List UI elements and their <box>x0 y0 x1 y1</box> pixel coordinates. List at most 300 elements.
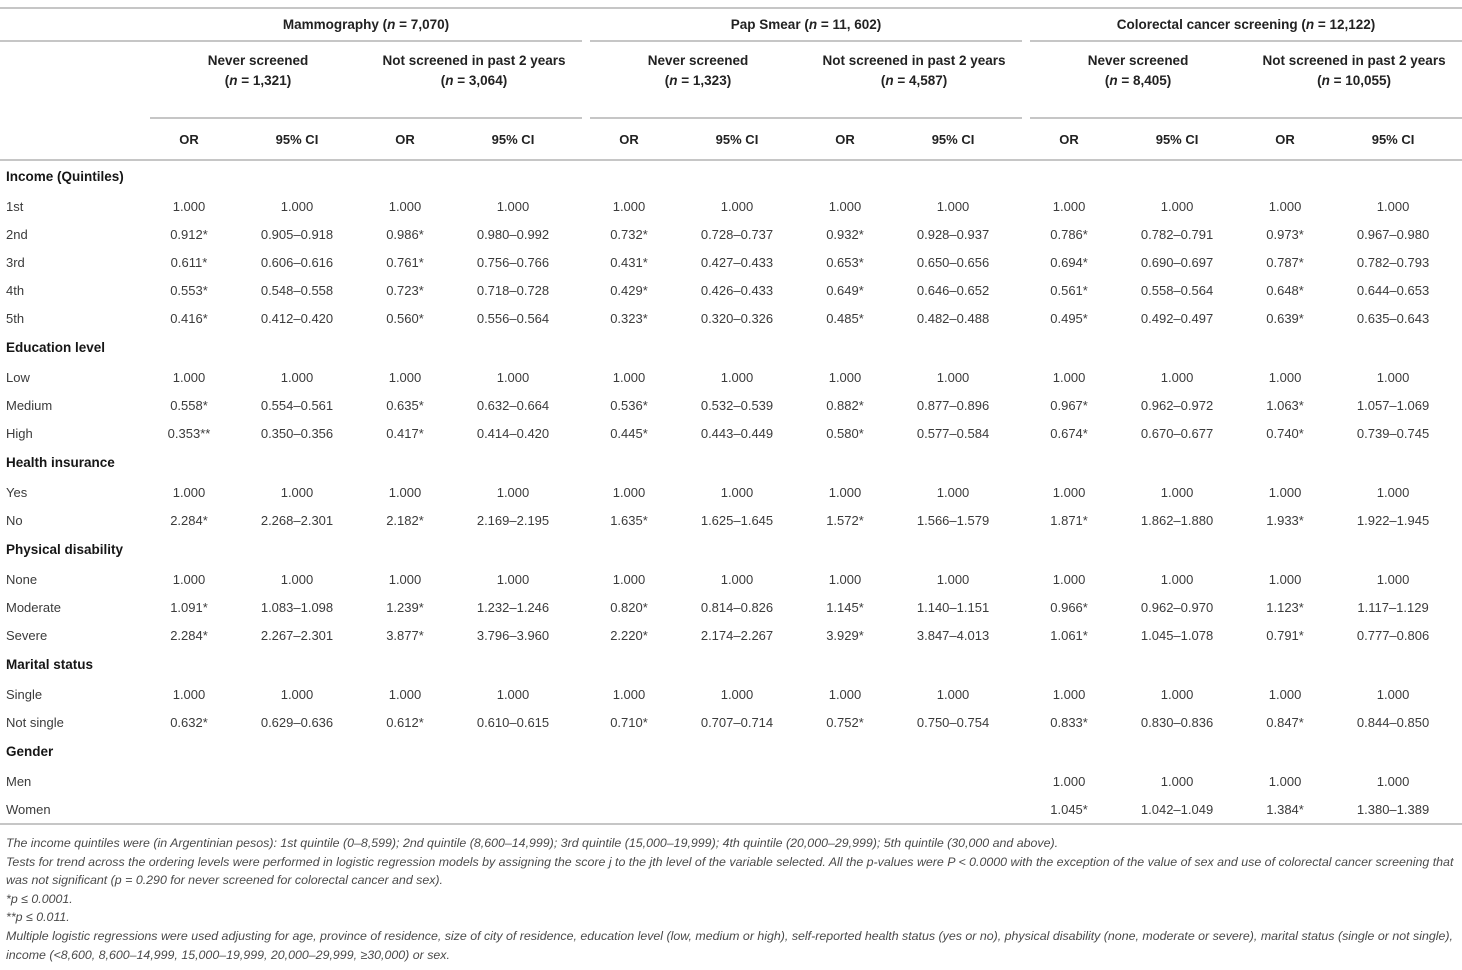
group-gap <box>1022 276 1030 304</box>
ci-value: 0.782–0.791 <box>1140 226 1214 242</box>
ci-value: 1.000 <box>1160 198 1194 214</box>
group-gap <box>1022 41 1030 118</box>
measure-header-row <box>0 118 1462 160</box>
ci-value: 1.000 <box>1376 773 1410 789</box>
or-value: 0.967* <box>1050 397 1088 413</box>
section-header: Gender <box>6 744 54 759</box>
group-gap <box>582 795 590 824</box>
or-column-header: OR <box>806 118 884 160</box>
ci-value: 1.000 <box>280 369 314 385</box>
or-value: 1.000 <box>828 686 862 702</box>
or-value <box>806 767 884 795</box>
ci-value: 0.830–0.836 <box>1140 714 1214 730</box>
ci-value: 1.000 <box>496 369 530 385</box>
or-value: 2.284* <box>170 627 208 643</box>
footnote-line: *p ≤ 0.0001. <box>6 891 73 906</box>
table-row <box>0 593 1462 621</box>
ci-value: 1.000 <box>720 369 754 385</box>
group-header-label: Colorectal cancer screening (n = 12,122) <box>1116 17 1376 32</box>
group-gap <box>1022 795 1030 824</box>
ci-value: 1.000 <box>720 571 754 587</box>
ci-value: 0.756–0.766 <box>476 254 550 270</box>
ci-column-header: 95% CI <box>1324 118 1462 160</box>
ci-value <box>228 795 366 824</box>
or-value: 1.000 <box>172 484 206 500</box>
ci-value: 0.548–0.558 <box>260 282 334 298</box>
group-gap <box>1022 621 1030 649</box>
subgroup-name: Not screened in past 2 years <box>822 53 1006 68</box>
ci-value: 1.922–1.945 <box>1356 512 1430 528</box>
row-label: No <box>6 512 23 528</box>
ci-value: 3.847–4.013 <box>916 627 990 643</box>
or-value: 0.485* <box>826 310 864 326</box>
or-value: 1.000 <box>1268 571 1302 587</box>
ci-value: 0.556–0.564 <box>476 310 550 326</box>
group-gap <box>1022 391 1030 419</box>
group-gap <box>1022 363 1030 391</box>
ci-value: 0.844–0.850 <box>1356 714 1430 730</box>
or-value: 1.000 <box>1268 484 1302 500</box>
or-value: 1.000 <box>388 686 422 702</box>
row-label: High <box>6 425 33 441</box>
or-value <box>806 795 884 824</box>
or-value: 1.045* <box>1050 801 1088 817</box>
group-gap <box>1022 8 1030 41</box>
group-gap <box>582 680 590 708</box>
or-value: 1.000 <box>1268 686 1302 702</box>
or-value: 0.561* <box>1050 282 1088 298</box>
ci-value: 1.117–1.129 <box>1357 599 1429 615</box>
group-header-colorectal-cancer-screening <box>1030 8 1462 41</box>
ci-value: 0.650–0.656 <box>916 254 990 270</box>
group-gap <box>582 118 590 160</box>
stub-spacer <box>0 41 150 118</box>
group-gap <box>1022 680 1030 708</box>
row-label: 2nd <box>6 226 28 242</box>
or-value: 0.353** <box>167 425 211 441</box>
results-table <box>0 7 1462 825</box>
ci-value: 0.629–0.636 <box>260 714 334 730</box>
subgroup-header-row <box>0 41 1462 118</box>
ci-value: 1.000 <box>1160 686 1194 702</box>
or-value: 1.061* <box>1050 627 1088 643</box>
group-gap <box>582 304 590 332</box>
group-header-mammography <box>150 8 582 41</box>
subgroup-n: (n = 8,405) <box>1104 72 1172 88</box>
group-gap <box>1022 248 1030 276</box>
ci-value: 0.320–0.326 <box>700 310 774 326</box>
or-value: 1.933* <box>1266 512 1304 528</box>
or-column-header: OR <box>150 118 228 160</box>
or-value: 0.674* <box>1050 425 1088 441</box>
or-value: 0.648* <box>1266 282 1304 298</box>
or-value: 0.932* <box>826 226 864 242</box>
subgroup-n: (n = 1,323) <box>664 72 732 88</box>
or-value: 1.635* <box>610 512 648 528</box>
ci-value: 1.862–1.880 <box>1140 512 1214 528</box>
section-header: Income (Quintiles) <box>6 169 124 184</box>
footnotes <box>0 825 1462 970</box>
or-value: 1.000 <box>1052 198 1086 214</box>
ci-value <box>884 795 1022 824</box>
ci-value: 1.000 <box>936 571 970 587</box>
or-value: 2.284* <box>170 512 208 528</box>
row-label: Yes <box>6 484 28 500</box>
ci-value: 1.000 <box>1376 686 1410 702</box>
or-value: 0.882* <box>826 397 864 413</box>
ci-value: 0.443–0.449 <box>700 425 774 441</box>
or-value: 1.000 <box>388 198 422 214</box>
or-value: 0.323* <box>610 310 648 326</box>
ci-value <box>884 767 1022 795</box>
group-gap <box>582 767 590 795</box>
group-gap <box>582 506 590 534</box>
group-gap <box>582 708 590 736</box>
or-value: 0.429* <box>610 282 648 298</box>
group-gap <box>1022 192 1030 220</box>
ci-value: 0.632–0.664 <box>476 397 550 413</box>
ci-value: 1.000 <box>1376 369 1410 385</box>
ci-value: 1.000 <box>1376 198 1410 214</box>
or-value: 1.871* <box>1050 512 1088 528</box>
or-value: 0.740* <box>1266 425 1304 441</box>
or-value: 0.632* <box>170 714 208 730</box>
ci-value <box>668 795 806 824</box>
or-value: 1.572* <box>826 512 864 528</box>
or-value: 3.877* <box>386 627 424 643</box>
or-value: 0.847* <box>1266 714 1304 730</box>
or-value: 1.145* <box>826 599 864 615</box>
ci-value: 0.482–0.488 <box>916 310 990 326</box>
group-header-label: Mammography (n = 7,070) <box>282 17 450 32</box>
or-column-header: OR <box>1246 118 1324 160</box>
or-value: 0.611* <box>170 254 208 270</box>
ci-value: 0.635–0.643 <box>1356 310 1430 326</box>
group-gap <box>1022 118 1030 160</box>
row-label: Moderate <box>6 599 61 615</box>
subgroup-header <box>366 41 582 118</box>
table-row <box>0 795 1462 824</box>
group-gap <box>582 621 590 649</box>
ci-value: 1.000 <box>720 686 754 702</box>
or-value: 0.912* <box>170 226 208 242</box>
ci-value: 0.718–0.728 <box>476 282 550 298</box>
stub-header <box>0 8 150 41</box>
subgroup-header <box>806 41 1022 118</box>
or-value: 0.694* <box>1050 254 1088 270</box>
group-gap <box>1022 220 1030 248</box>
or-value: 0.553* <box>170 282 208 298</box>
ci-value: 0.814–0.826 <box>700 599 774 615</box>
or-value: 1.000 <box>388 369 422 385</box>
or-value: 0.416* <box>170 310 208 326</box>
or-value: 0.966* <box>1050 599 1088 615</box>
or-value: 0.495* <box>1050 310 1088 326</box>
table-row <box>0 391 1462 419</box>
section-header: Physical disability <box>6 542 124 557</box>
or-column-header: OR <box>590 118 668 160</box>
ci-value: 1.140–1.151 <box>916 599 990 615</box>
or-value: 3.929* <box>826 627 864 643</box>
or-value: 1.000 <box>1268 773 1302 789</box>
group-gap <box>582 419 590 447</box>
or-value: 0.752* <box>826 714 864 730</box>
group-gap <box>582 220 590 248</box>
stub-spacer <box>0 118 150 160</box>
group-gap <box>1022 708 1030 736</box>
or-value: 1.000 <box>388 571 422 587</box>
group-gap <box>1022 419 1030 447</box>
ci-value: 0.606–0.616 <box>260 254 334 270</box>
ci-value: 1.000 <box>280 484 314 500</box>
section-header-row <box>0 447 1462 478</box>
ci-value: 1.000 <box>1160 773 1194 789</box>
or-value <box>150 767 228 795</box>
group-gap <box>1022 767 1030 795</box>
ci-value: 0.962–0.970 <box>1140 599 1214 615</box>
group-gap <box>582 391 590 419</box>
or-value: 0.649* <box>826 282 864 298</box>
footnote-line: Tests for trend across the ordering levels were performed in logistic regression models by assigning the score j to the jth level of the variable selected. All the p-values were P < 0.0000 with the exception of the value of sex and use of colorectal cancer screening that was not significant (p = 0.290 for never screened for colorectal cancer and sex). <box>6 854 1454 888</box>
subgroup-header <box>1030 41 1246 118</box>
n-variable: n <box>669 72 678 88</box>
or-value: 1.000 <box>172 369 206 385</box>
or-value: 1.000 <box>1052 686 1086 702</box>
n-variable: n <box>1321 72 1330 88</box>
ci-value: 1.000 <box>1160 484 1194 500</box>
ci-value: 0.412–0.420 <box>260 310 334 326</box>
or-column-header: OR <box>366 118 444 160</box>
ci-value: 1.000 <box>936 198 970 214</box>
ci-value <box>444 795 582 824</box>
ci-value: 1.000 <box>936 484 970 500</box>
or-value: 0.820* <box>610 599 648 615</box>
group-gap <box>582 248 590 276</box>
or-value: 1.123* <box>1266 599 1304 615</box>
ci-value: 2.174–2.267 <box>700 627 774 643</box>
group-gap <box>582 593 590 621</box>
row-label: 4th <box>6 282 25 298</box>
ci-value: 0.777–0.806 <box>1356 627 1430 643</box>
ci-column-header: 95% CI <box>668 118 806 160</box>
or-value: 2.220* <box>610 627 648 643</box>
ci-value: 0.728–0.737 <box>700 226 774 242</box>
subgroup-name: Never screened <box>207 53 309 68</box>
ci-value: 1.057–1.069 <box>1356 397 1430 413</box>
or-value: 0.417* <box>386 425 424 441</box>
section-header-row <box>0 736 1462 767</box>
subgroup-name: Never screened <box>647 53 749 68</box>
or-value: 0.710* <box>610 714 648 730</box>
section-header-row <box>0 649 1462 680</box>
table-row <box>0 419 1462 447</box>
group-gap <box>582 8 590 41</box>
row-label: None <box>6 571 38 587</box>
ci-value: 1.000 <box>280 571 314 587</box>
or-value <box>590 795 668 824</box>
group-header-label: Pap Smear (n = 11, 602) <box>730 17 882 32</box>
group-gap <box>1022 565 1030 593</box>
ci-value <box>668 767 806 795</box>
or-value: 1.000 <box>828 198 862 214</box>
or-value: 0.612* <box>386 714 424 730</box>
table-row <box>0 304 1462 332</box>
or-value: 1.063* <box>1266 397 1304 413</box>
or-value: 1.000 <box>612 198 646 214</box>
table-row <box>0 565 1462 593</box>
n-variable: n <box>387 17 396 32</box>
ci-value: 2.169–2.195 <box>476 512 550 528</box>
or-value: 1.000 <box>1052 484 1086 500</box>
ci-value: 0.427–0.433 <box>700 254 774 270</box>
ci-value: 0.877–0.896 <box>916 397 990 413</box>
ci-value: 0.962–0.972 <box>1140 397 1214 413</box>
n-variable: n <box>885 72 894 88</box>
table-row <box>0 506 1462 534</box>
section-header-row <box>0 332 1462 363</box>
or-value: 0.558* <box>170 397 208 413</box>
subgroup-name: Not screened in past 2 years <box>382 53 566 68</box>
group-gap <box>1022 506 1030 534</box>
ci-value: 0.414–0.420 <box>476 425 550 441</box>
row-label: Medium <box>6 397 53 413</box>
ci-value: 1.000 <box>936 686 970 702</box>
subgroup-header <box>1246 41 1462 118</box>
ci-value: 1.000 <box>1160 571 1194 587</box>
ci-value: 1.000 <box>1376 571 1410 587</box>
or-value: 0.431* <box>610 254 648 270</box>
row-label: Women <box>6 801 51 817</box>
ci-value: 1.000 <box>496 484 530 500</box>
ci-value: 0.905–0.918 <box>260 226 334 242</box>
ci-value: 1.566–1.579 <box>916 512 990 528</box>
table-row <box>0 248 1462 276</box>
ci-value <box>444 767 582 795</box>
ci-value: 0.690–0.697 <box>1140 254 1214 270</box>
ci-column-header: 95% CI <box>444 118 582 160</box>
n-variable: n <box>808 17 818 32</box>
footnote-line: **p ≤ 0.011. <box>6 910 70 925</box>
or-value: 0.445* <box>610 425 648 441</box>
ci-column-header: 95% CI <box>228 118 366 160</box>
ci-value: 1.083–1.098 <box>260 599 334 615</box>
section-header-row <box>0 534 1462 565</box>
table-row <box>0 767 1462 795</box>
ci-value: 0.739–0.745 <box>1356 425 1430 441</box>
or-value: 1.000 <box>172 686 206 702</box>
or-value: 0.791* <box>1266 627 1304 643</box>
row-label: Not single <box>6 714 64 730</box>
n-variable: n <box>1305 17 1315 32</box>
n-variable: n <box>1109 72 1118 88</box>
or-value <box>366 767 444 795</box>
group-gap <box>582 363 590 391</box>
ci-value: 1.000 <box>280 198 314 214</box>
ci-value: 1.045–1.078 <box>1140 627 1214 643</box>
ci-value: 3.796–3.960 <box>476 627 550 643</box>
group-gap <box>582 478 590 506</box>
or-value: 1.000 <box>1052 571 1086 587</box>
ci-value: 0.350–0.356 <box>260 425 334 441</box>
section-header: Education level <box>6 340 106 355</box>
ci-value: 1.000 <box>496 198 530 214</box>
row-label: 5th <box>6 310 25 326</box>
group-gap <box>582 565 590 593</box>
group-header-row <box>0 8 1462 41</box>
ci-value: 0.532–0.539 <box>700 397 774 413</box>
ci-value: 0.558–0.564 <box>1140 282 1214 298</box>
row-label: Men <box>6 773 32 789</box>
or-value: 0.786* <box>1050 226 1088 242</box>
section-header: Marital status <box>6 657 94 672</box>
or-value: 0.833* <box>1050 714 1088 730</box>
n-variable: n <box>229 72 238 88</box>
ci-value: 0.782–0.793 <box>1356 254 1430 270</box>
or-value: 0.536* <box>610 397 648 413</box>
or-value <box>150 795 228 824</box>
ci-value: 0.967–0.980 <box>1356 226 1430 242</box>
table-row <box>0 363 1462 391</box>
or-value: 1.000 <box>828 369 862 385</box>
or-value: 1.000 <box>1052 773 1086 789</box>
ci-value: 2.268–2.301 <box>260 512 334 528</box>
or-value: 1.384* <box>1266 801 1304 817</box>
ci-value: 1.000 <box>720 198 754 214</box>
ci-value: 1.380–1.389 <box>1356 801 1430 817</box>
or-value: 0.787* <box>1266 254 1304 270</box>
ci-value: 0.644–0.653 <box>1356 282 1430 298</box>
ci-value: 0.928–0.937 <box>916 226 990 242</box>
subgroup-n: (n = 1,321) <box>224 72 292 88</box>
row-label: 3rd <box>6 254 25 270</box>
or-value: 0.973* <box>1266 226 1304 242</box>
or-value: 1.000 <box>388 484 422 500</box>
section-header: Health insurance <box>6 455 115 470</box>
subgroup-name: Not screened in past 2 years <box>1262 53 1446 68</box>
row-label: Single <box>6 686 43 702</box>
table-row <box>0 680 1462 708</box>
or-value: 1.000 <box>172 198 206 214</box>
ci-value: 1.000 <box>720 484 754 500</box>
or-value: 1.000 <box>612 369 646 385</box>
or-value: 2.182* <box>386 512 424 528</box>
ci-value: 0.670–0.677 <box>1140 425 1214 441</box>
ci-value: 1.000 <box>1376 484 1410 500</box>
ci-value: 1.000 <box>936 369 970 385</box>
ci-value <box>228 767 366 795</box>
or-value: 1.000 <box>828 484 862 500</box>
or-value: 0.723* <box>386 282 424 298</box>
group-gap <box>1022 478 1030 506</box>
footnote-line: The income quintiles were (in Argentinian pesos): 1st quintile (0–8,599); 2nd quintile (8,600–14,999); 3rd quintile (15,000–19,999); 4th quintile (20,000–29,999); 5th quintile (30,000 and above). <box>6 836 1059 850</box>
group-gap <box>1022 593 1030 621</box>
or-value: 0.761* <box>386 254 424 270</box>
ci-value: 1.625–1.645 <box>700 512 774 528</box>
footnote-line: Multiple logistic regressions were used adjusting for age, province of residence, size of city of residence, education level (low, medium or high), self-reported health status (yes or no), physical disability (none, moderate or severe), marital status (single or not single), income (<8,600, 8,600–14,999, 15,000–19,999, 20,000–29,999, ≥30,000) or sex. <box>6 929 1453 962</box>
or-value: 0.635* <box>386 397 424 413</box>
ci-value: 0.554–0.561 <box>260 397 334 413</box>
ci-column-header: 95% CI <box>1108 118 1246 160</box>
group-gap <box>582 192 590 220</box>
subgroup-n: (n = 10,055) <box>1317 72 1391 88</box>
or-column-header: OR <box>1030 118 1108 160</box>
ci-value: 1.232–1.246 <box>476 599 550 615</box>
table-row <box>0 220 1462 248</box>
ci-value: 1.042–1.049 <box>1140 801 1214 817</box>
ci-value: 1.000 <box>280 686 314 702</box>
subgroup-n: (n = 4,587) <box>880 72 948 88</box>
or-value: 1.000 <box>612 484 646 500</box>
